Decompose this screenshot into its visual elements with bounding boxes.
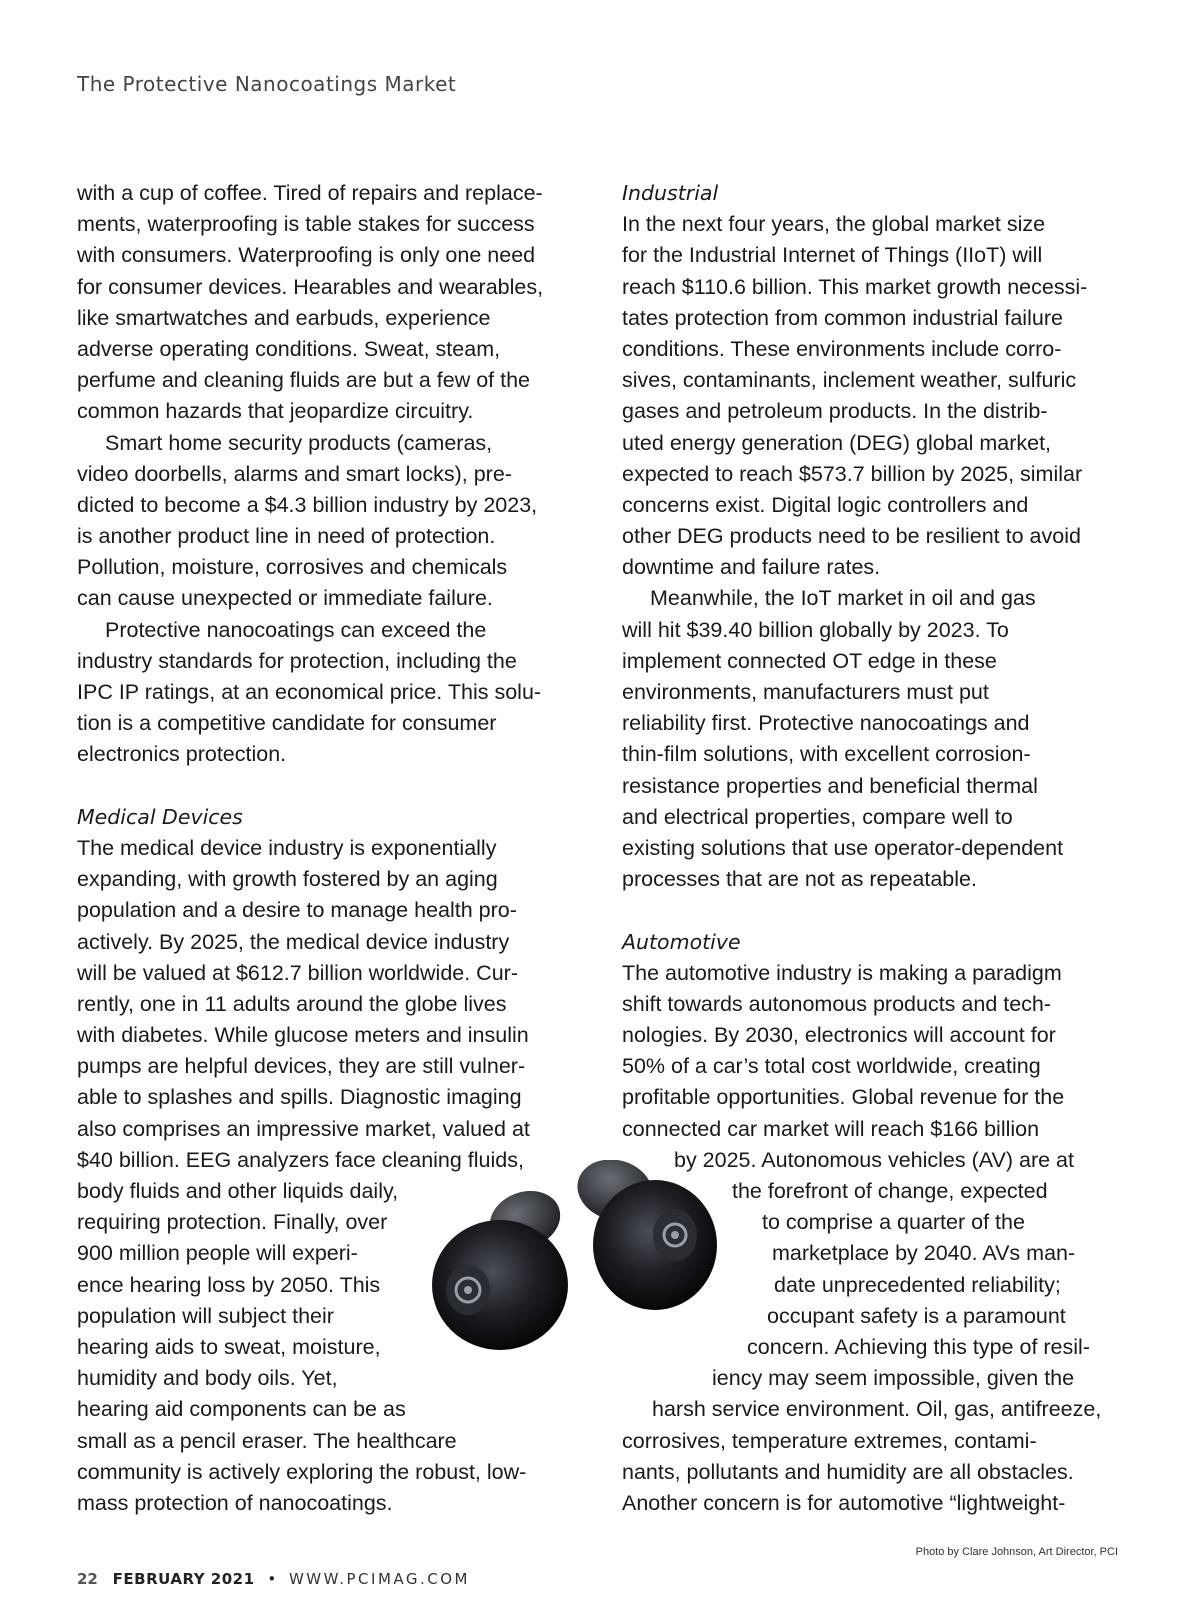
section-heading-medical: Medical Devices bbox=[77, 804, 243, 829]
text-line: industry standards for protection, including the bbox=[77, 648, 517, 673]
text-line: for consumer devices. Hearables and wearables, bbox=[77, 274, 544, 299]
footer-separator: • bbox=[267, 1570, 277, 1588]
text-line: hearing aids to sweat, moisture, bbox=[77, 1334, 381, 1359]
text-line: like smartwatches and earbuds, experience bbox=[77, 305, 491, 330]
text-line: requiring protection. Finally, over bbox=[77, 1210, 388, 1235]
text-line: conditions. These environments include corro- bbox=[622, 336, 1062, 361]
text-line: to comprise a quarter of the bbox=[762, 1210, 1025, 1235]
text-line: the forefront of change, expected bbox=[732, 1179, 1048, 1203]
text-line: nants, pollutants and humidity are all obstacles. bbox=[622, 1459, 1074, 1484]
text-line: marketplace by 2040. AVs man- bbox=[772, 1241, 1076, 1266]
text-line: nologies. By 2030, electronics will account for bbox=[622, 1023, 1056, 1048]
text-line: Another concern is for automotive “lightweight- bbox=[622, 1490, 1066, 1515]
text-line: expected to reach $573.7 billion by 2025, similar bbox=[622, 461, 1083, 486]
text-line: also comprises an impressive market, valued at bbox=[77, 1116, 530, 1141]
right-earbud bbox=[571, 1160, 717, 1310]
text-line: reliability first. Protective nanocoatings and bbox=[622, 711, 1030, 736]
text-line: perfume and cleaning fluids are but a few of the bbox=[77, 368, 530, 393]
paragraph bbox=[622, 583, 1101, 895]
text-line: common hazards that jeopardize circuitry. bbox=[77, 399, 474, 424]
website-url: WWW.PCIMAG.COM bbox=[288, 1570, 470, 1588]
text-line: actively. By 2025, the medical device industry bbox=[77, 929, 510, 954]
text-line: concerns exist. Digital logic controllers and bbox=[622, 492, 1029, 517]
text-line: harsh service environment. Oil, gas, antifreeze, bbox=[652, 1397, 1102, 1422]
text-line: $40 billion. EEG analyzers face cleaning fluids, bbox=[77, 1147, 524, 1172]
text-line: processes that are not as repeatable. bbox=[622, 867, 977, 892]
text-line: thin-film solutions, with excellent corrosion- bbox=[622, 742, 1031, 767]
paragraph bbox=[77, 615, 543, 771]
text-line: population will subject their bbox=[77, 1303, 334, 1328]
text-line: shift towards autonomous products and tech- bbox=[622, 991, 1052, 1016]
text-line: 900 million people will experi- bbox=[77, 1241, 358, 1266]
text-line: with a cup of coffee. Tired of repairs and replace- bbox=[77, 181, 543, 205]
text-line: environments, manufacturers must put bbox=[622, 680, 989, 704]
text-line: existing solutions that use operator-dependent bbox=[622, 835, 1064, 860]
text-line: rently, one in 11 adults around the globe lives bbox=[77, 991, 507, 1016]
page-footer bbox=[77, 1570, 470, 1588]
text-line: The medical device industry is exponentially bbox=[77, 835, 497, 860]
text-line: IPC IP ratings, at an economical price. This solu- bbox=[77, 680, 542, 704]
text-line: tion is a competitive candidate for consumer bbox=[77, 711, 497, 736]
text-line: downtime and failure rates. bbox=[622, 555, 881, 580]
text-line: hearing aid components can be as bbox=[77, 1397, 406, 1422]
text-line: concern. Achieving this type of resil- bbox=[747, 1334, 1090, 1359]
paragraph bbox=[622, 209, 1101, 583]
text-line: mass protection of nanocoatings. bbox=[77, 1490, 393, 1515]
text-line: gases and petroleum products. In the distrib- bbox=[622, 399, 1048, 424]
text-line: 50% of a car’s total cost worldwide, creating bbox=[622, 1054, 1041, 1079]
running-header: The Protective Nanocoatings Market bbox=[77, 72, 457, 96]
left-earbud bbox=[432, 1181, 568, 1350]
issue-date: FEBRUARY 2021 bbox=[112, 1570, 255, 1588]
text-line: and electrical properties, compare well to bbox=[622, 804, 1013, 829]
text-line: Smart home security products (cameras, bbox=[105, 430, 493, 455]
text-line: adverse operating conditions. Sweat, steam, bbox=[77, 336, 501, 361]
text-line: ments, waterproofing is table stakes for success bbox=[77, 212, 535, 237]
text-line: sives, contaminants, inclement weather, sulfuric bbox=[622, 368, 1077, 393]
text-line: community is actively exploring the robust, low- bbox=[77, 1459, 527, 1484]
text-line: with consumers. Waterproofing is only one need bbox=[77, 243, 536, 268]
paragraph bbox=[77, 178, 543, 428]
text-line: electronics protection. bbox=[77, 742, 287, 767]
page-number: 22 bbox=[77, 1570, 98, 1588]
text-line: tates protection from common industrial failure bbox=[622, 305, 1063, 330]
text-line: other DEG products need to be resilient to avoid bbox=[622, 524, 1081, 549]
text-line: small as a pencil eraser. The healthcare bbox=[77, 1428, 457, 1453]
text-line: profitable opportunities. Global revenue for the bbox=[622, 1085, 1065, 1110]
text-line: video doorbells, alarms and smart locks), pre- bbox=[77, 461, 512, 486]
text-line: by 2025. Autonomous vehicles (AV) are at bbox=[674, 1147, 1074, 1172]
text-line: Meanwhile, the IoT market in oil and gas bbox=[650, 586, 1036, 611]
text-line: In the next four years, the global market size bbox=[622, 212, 1046, 237]
text-line: expanding, with growth fostered by an aging bbox=[77, 867, 498, 892]
text-line: implement connected OT edge in these bbox=[622, 648, 997, 673]
text-line: pumps are helpful devices, they are still vulner- bbox=[77, 1054, 526, 1079]
text-line: The automotive industry is making a paradigm bbox=[622, 960, 1062, 985]
earbuds-photo bbox=[430, 1160, 750, 1390]
text-line: body fluids and other liquids daily, bbox=[77, 1179, 399, 1203]
text-line: corrosives, temperature extremes, contami- bbox=[622, 1428, 1037, 1453]
text-line: date unprecedented reliability; bbox=[774, 1272, 1061, 1297]
text-line: occupant safety is a paramount bbox=[767, 1303, 1066, 1328]
section-heading-automotive: Automotive bbox=[622, 929, 741, 954]
text-line: population and a desire to manage health pro- bbox=[77, 898, 517, 923]
text-line: ence hearing loss by 2050. This bbox=[77, 1272, 381, 1297]
text-line: reach $110.6 billion. This market growth necessi- bbox=[622, 274, 1088, 299]
text-line: will hit $39.40 billion globally by 2023. To bbox=[622, 617, 1009, 642]
text-line: for the Industrial Internet of Things (IIoT) will bbox=[622, 243, 1043, 268]
text-line: humidity and body oils. Yet, bbox=[77, 1366, 338, 1391]
photo-credit: Photo by Clare Johnson, Art Director, PCI bbox=[915, 1546, 1118, 1558]
text-line: uted energy generation (DEG) global market, bbox=[622, 430, 1052, 455]
text-line: Pollution, moisture, corrosives and chemicals bbox=[77, 555, 508, 580]
text-line: connected car market will reach $166 billion bbox=[622, 1116, 1040, 1141]
text-line: can cause unexpected or immediate failure. bbox=[77, 586, 493, 611]
text-line: with diabetes. While glucose meters and insulin bbox=[77, 1023, 529, 1048]
text-line: iency may seem impossible, given the bbox=[712, 1366, 1075, 1391]
text-line: resistance properties and beneficial thermal bbox=[622, 773, 1038, 798]
text-line: is another product line in need of protection. bbox=[77, 524, 496, 549]
text-line: able to splashes and spills. Diagnostic imaging bbox=[77, 1085, 522, 1110]
section-heading-industrial: Industrial bbox=[622, 181, 719, 205]
text-line: will be valued at $612.7 billion worldwide. Cur- bbox=[77, 960, 518, 985]
paragraph bbox=[77, 428, 543, 615]
text-line: Protective nanocoatings can exceed the bbox=[105, 617, 487, 642]
text-line: dicted to become a $4.3 billion industry by 2023, bbox=[77, 492, 538, 517]
